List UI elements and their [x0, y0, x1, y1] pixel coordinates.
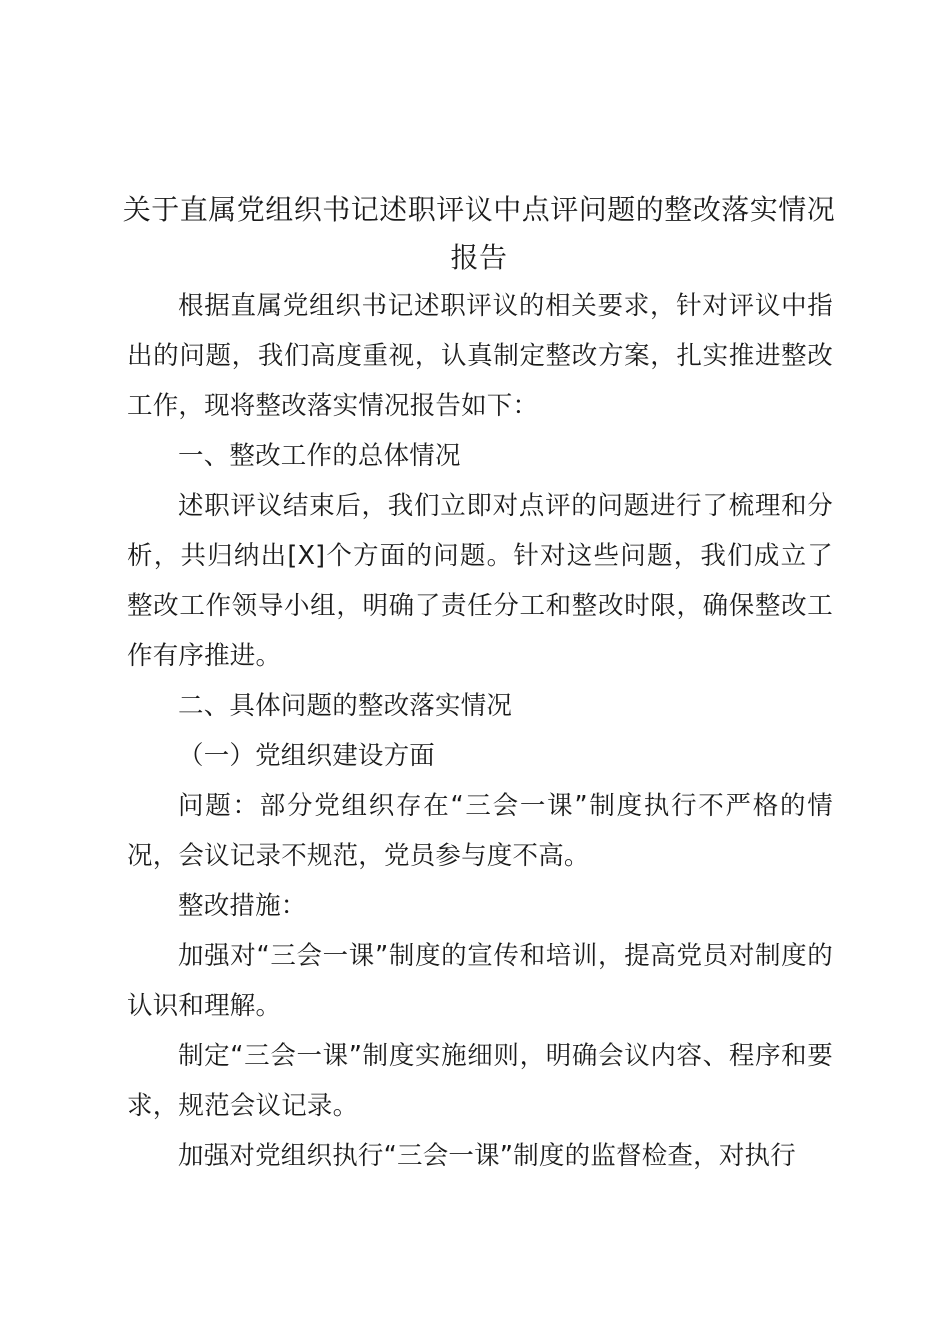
label-measures: 整改措施： — [178, 891, 307, 921]
heading-overall-situation: 一、整改工作的总体情况 — [178, 441, 461, 471]
paragraph-overall-situation: 述职评议结束后，我们立即对点评的问题进行了梳理和分析，共归纳出[X]个方面的问题。针对这些问题，我们成立了整改工作领导小组，明确了责任分工和整改时限，确保整改工作有序推进。 — [127, 491, 833, 671]
subheading-party-building: （一）党组织建设方面 — [178, 741, 436, 771]
measure-item-2: 制定“三会一课”制度实施细则，明确会议内容、程序和要求，规范会议记录。 — [127, 1041, 833, 1121]
paragraph-intro: 根据直属党组织书记述职评议的相关要求，针对评议中指出的问题，我们高度重视，认真制定整改方案，扎实推进整改工作，现将整改落实情况报告如下： — [127, 291, 833, 421]
document-body — [127, 281, 833, 1181]
measure-item-3: 加强对党组织执行“三会一课”制度的监督检查，对执行 — [178, 1141, 796, 1171]
heading-specific-issues: 二、具体问题的整改落实情况 — [178, 691, 513, 721]
paragraph-problem: 问题：部分党组织存在“三会一课”制度执行不严格的情况，会议记录不规范，党员参与度不高。 — [127, 791, 833, 871]
measure-item-1: 加强对“三会一课”制度的宣传和培训，提高党员对制度的认识和理解。 — [127, 941, 833, 1021]
document-title: 关于直属党组织书记述职评议中点评问题的整改落实情况报告 — [122, 193, 836, 274]
